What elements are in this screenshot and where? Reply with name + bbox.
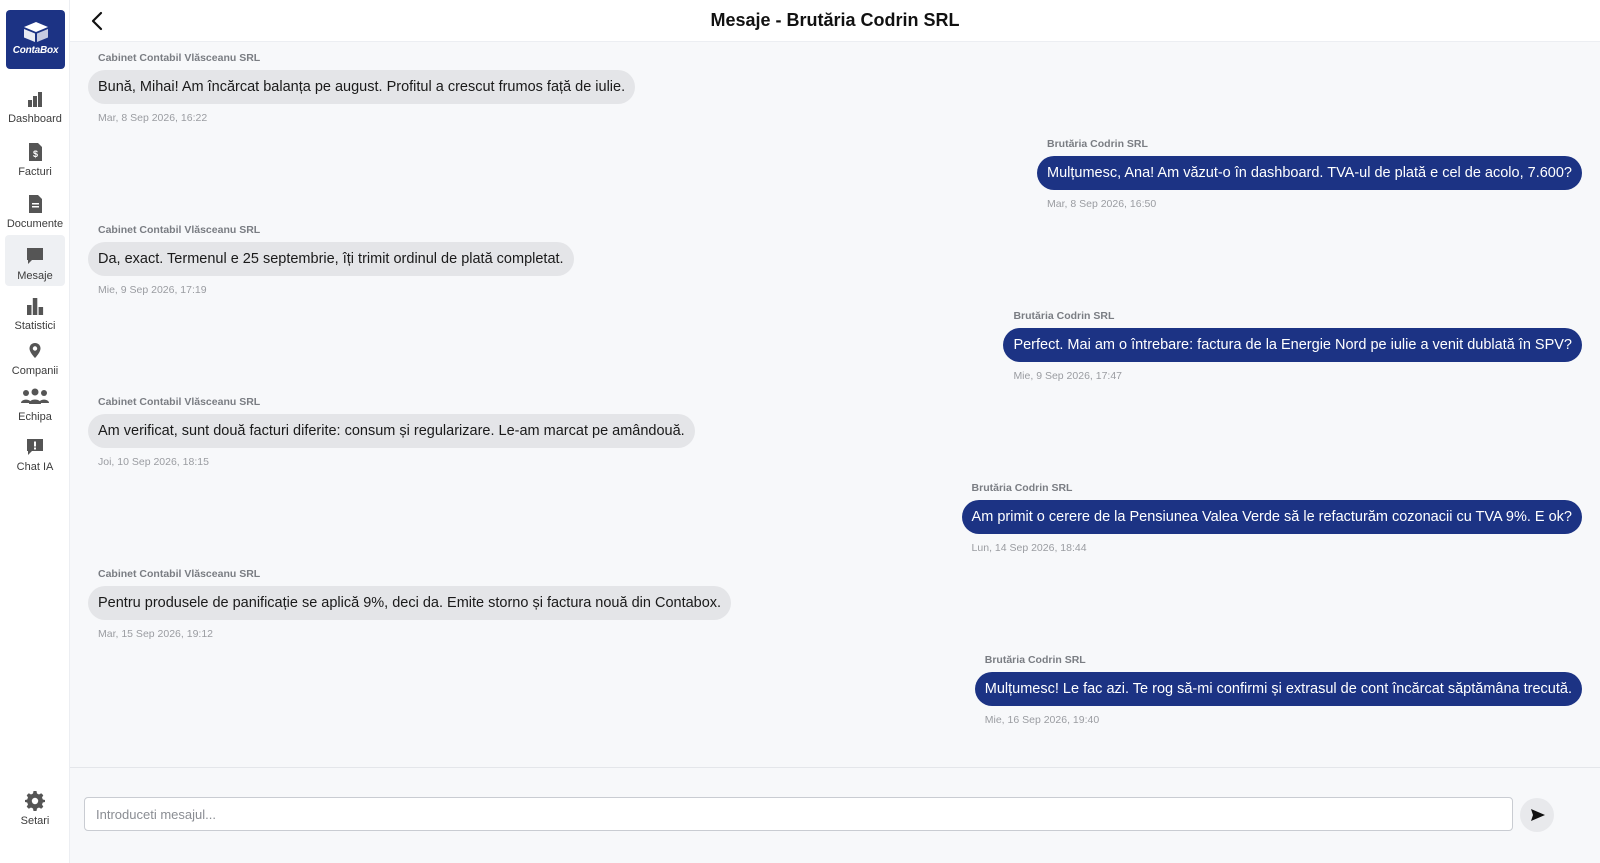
- sidebar-item-label: Facturi: [18, 166, 52, 178]
- location-pin-icon: [24, 340, 46, 362]
- message-outgoing: [1037, 138, 1582, 210]
- sidebar-item-label: Echipa: [18, 411, 52, 423]
- sidebar-item-setari[interactable]: [5, 790, 65, 827]
- sidebar-item-documente[interactable]: [5, 193, 65, 230]
- sidebar-item-label: Statistici: [14, 320, 56, 332]
- message-input[interactable]: [84, 797, 1513, 831]
- message-sender: Cabinet Contabil Vlăsceanu SRL: [98, 52, 261, 64]
- sidebar-item-companii[interactable]: [5, 340, 65, 377]
- message-sender: Brutăria Codrin SRL: [1047, 138, 1148, 150]
- page-header: [70, 0, 1600, 42]
- document-icon: [24, 193, 46, 215]
- sidebar-item-label: Documente: [6, 218, 64, 230]
- message-incoming: [88, 396, 695, 468]
- message-bubble[interactable]: Perfect. Mai am o întrebare: factura de la Energie Nord pe iulie a venit dublată în SPV?: [1003, 328, 1582, 362]
- ai-chat-icon: [24, 436, 46, 458]
- sidebar-item-label: Mesaje: [17, 270, 53, 282]
- box-logo-icon: [21, 20, 51, 44]
- send-icon: [1530, 807, 1546, 823]
- message-timestamp: Mar, 8 Sep 2026, 16:50: [1047, 198, 1157, 210]
- message-sender: Cabinet Contabil Vlăsceanu SRL: [98, 224, 261, 236]
- app-logo[interactable]: [6, 10, 65, 69]
- dashboard-icon: [24, 88, 46, 110]
- message-list[interactable]: [70, 42, 1600, 767]
- sidebar-item-echipa[interactable]: [5, 386, 65, 423]
- message-sender: Brutăria Codrin SRL: [1013, 310, 1115, 322]
- message-timestamp: Mie, 16 Sep 2026, 19:40: [984, 714, 1100, 726]
- message-bubble[interactable]: Am verificat, sunt două facturi diferite: consum și regularizare. Le-am marcat pe amândouă.: [88, 414, 695, 448]
- sidebar-item-chat-ia[interactable]: [5, 436, 65, 473]
- message-bubble[interactable]: Bună, Mihai! Am încărcat balanța pe august. Profitul a crescut frumos față de iulie.: [88, 70, 635, 104]
- message-timestamp: Lun, 14 Sep 2026, 18:44: [971, 542, 1087, 554]
- message-sender: Brutăria Codrin SRL: [971, 482, 1073, 494]
- svg-text:$: $: [32, 149, 39, 159]
- gear-icon: [24, 790, 46, 812]
- message-composer: [70, 767, 1600, 863]
- app-logo-text: ContaBox: [12, 45, 59, 56]
- message-bubble[interactable]: Da, exact. Termenul e 25 septembrie, îți trimit ordinul de plată completat.: [88, 242, 574, 276]
- chat-icon: [24, 245, 46, 267]
- message-sender: Brutăria Codrin SRL: [984, 654, 1086, 666]
- sidebar-item-label: Chat IA: [16, 461, 54, 473]
- message-sender: Cabinet Contabil Vlăsceanu SRL: [98, 568, 261, 580]
- message-timestamp: Mie, 9 Sep 2026, 17:19: [98, 284, 207, 296]
- sidebar-item-label: Dashboard: [8, 113, 62, 125]
- page-title: Mesaje - Brutăria Codrin SRL: [710, 10, 960, 30]
- message-bubble[interactable]: Mulțumesc, Ana! Am văzut-o în dashboard. TVA-ul de plată e cel de acolo, 7.600?: [1037, 156, 1582, 190]
- sidebar: [0, 0, 70, 863]
- message-timestamp: Joi, 10 Sep 2026, 18:15: [98, 456, 209, 468]
- sidebar-item-dashboard[interactable]: [5, 88, 65, 125]
- message-outgoing: [1003, 310, 1582, 382]
- sidebar-item-label: Setari: [20, 815, 50, 827]
- message-bubble[interactable]: Mulțumesc! Le fac azi. Te rog să-mi confirmi și extrasul de cont încărcat săptămâna trecută.: [975, 672, 1582, 706]
- message-timestamp: Mar, 15 Sep 2026, 19:12: [98, 628, 214, 640]
- message-bubble[interactable]: Pentru produsele de panificație se aplică 9%, deci da. Emite storno și factura nouă din Contabox.: [88, 586, 731, 620]
- sidebar-item-statistici[interactable]: [5, 295, 65, 332]
- message-outgoing: [975, 654, 1582, 726]
- sidebar-item-mesaje[interactable]: [5, 235, 65, 286]
- message-timestamp: Mie, 9 Sep 2026, 17:47: [1013, 370, 1123, 382]
- message-bubble[interactable]: Am primit o cerere de la Pensiunea Valea Verde să le refacturăm cozonacii cu TVA 9%. E ok?: [962, 500, 1582, 534]
- send-button[interactable]: [1520, 798, 1554, 832]
- message-incoming: [88, 224, 574, 296]
- sidebar-item-label: Companii: [11, 365, 59, 377]
- message-incoming: [88, 568, 731, 640]
- invoice-icon: [24, 141, 46, 163]
- bar-chart-icon: [24, 295, 46, 317]
- team-icon: [19, 386, 51, 408]
- message-incoming: [88, 52, 635, 124]
- message-timestamp: Mar, 8 Sep 2026, 16:22: [98, 112, 208, 124]
- message-outgoing: [962, 482, 1582, 554]
- message-sender: Cabinet Contabil Vlăsceanu SRL: [98, 396, 261, 408]
- sidebar-item-facturi[interactable]: [5, 141, 65, 178]
